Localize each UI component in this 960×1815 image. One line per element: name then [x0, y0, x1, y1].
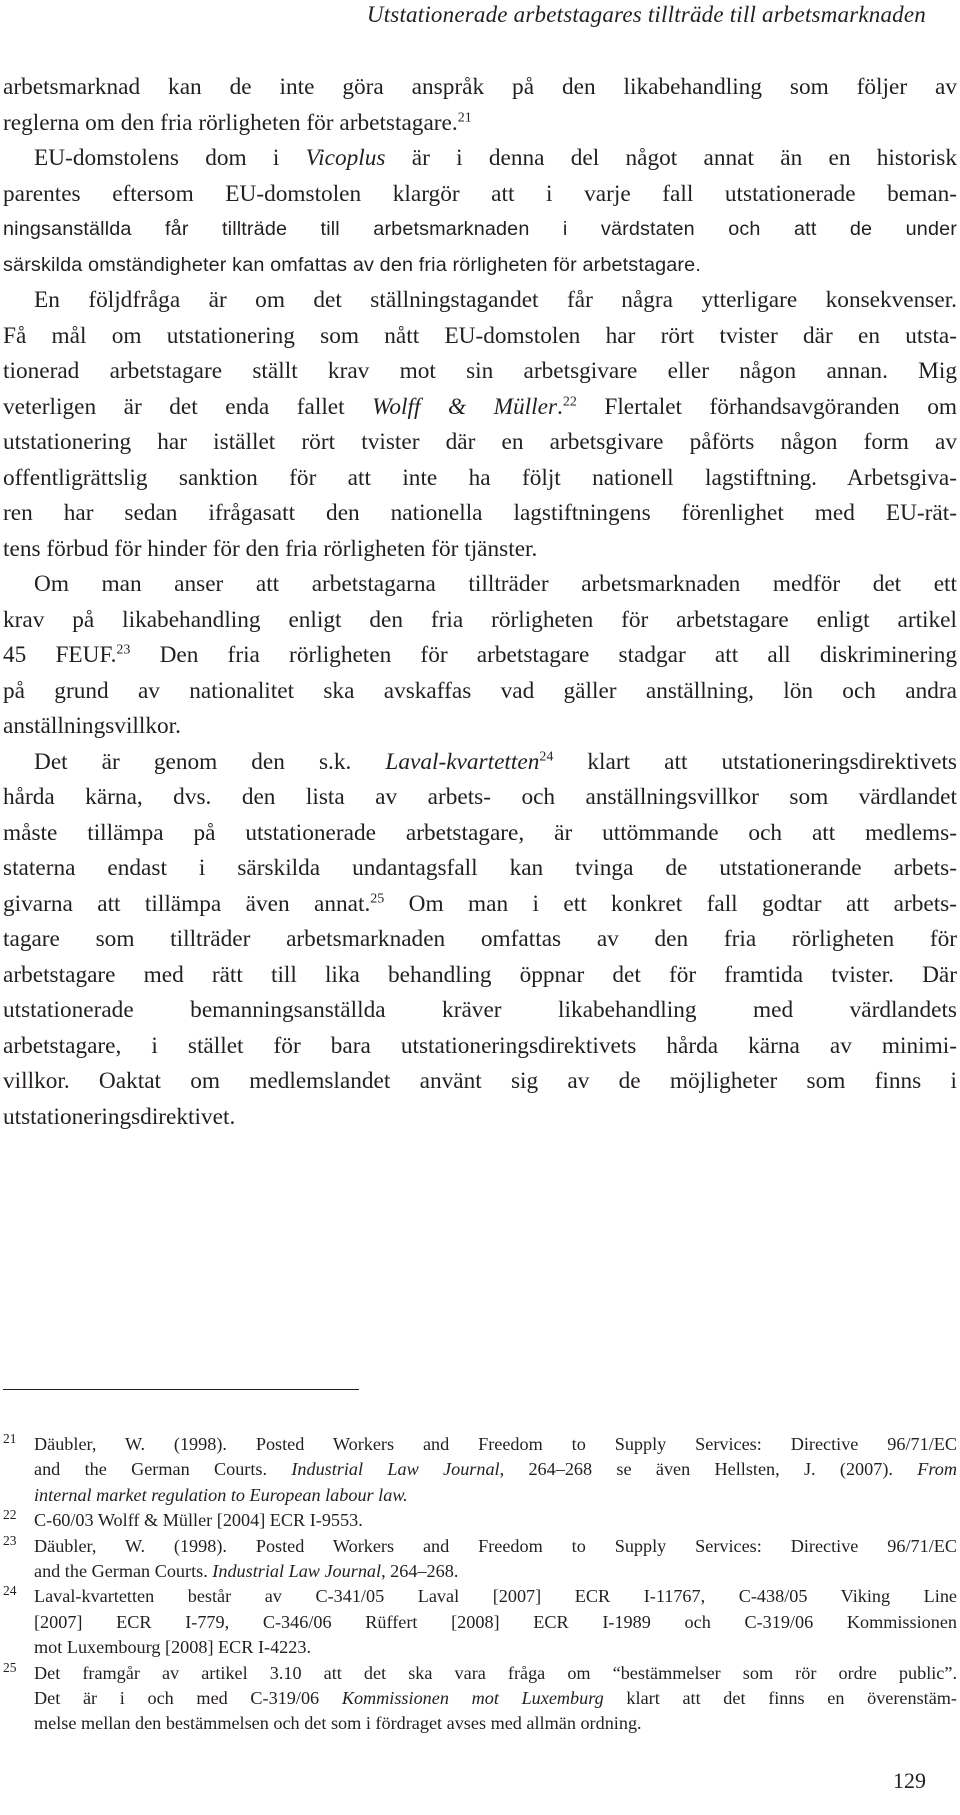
text-run: måste tillämpa på utstationerade arbetstagare, är uttömmande och att medlems- [3, 819, 957, 846]
text-run: är i denna del något annat än en historisk [385, 145, 958, 171]
text-run: arbetstagare, i stället för bara utstationeringsdirektivets hårda kärna av minimi- [3, 1032, 957, 1059]
body-line [0, 319, 960, 355]
italic-text: Industrial Law Journal [212, 1561, 382, 1582]
body-line [0, 532, 960, 568]
text-run: Däubler, W. (1998). Posted Workers and Freedom to Supply Services: Directive 96/71/EC [34, 1434, 957, 1454]
body-line [0, 106, 960, 142]
body-line [0, 638, 960, 674]
text-run: offentligrättslig sanktion för att inte ha följt nationell lagstiftning. Arbetsgiva- [3, 464, 957, 491]
text-run: [2007] ECR I-779, C-346/06 Rüffert [2008] ECR I-1989 och C-319/06 Kommissionen [34, 1611, 957, 1632]
body-line [0, 745, 960, 781]
text-run: anställningsvillkor. [3, 713, 181, 739]
body-line [0, 461, 960, 497]
body-line [0, 958, 960, 994]
body-text [0, 70, 960, 1135]
text-run: En följdfråga är om det ställningstagandet får några ytterligare konsekvenser. [34, 287, 957, 313]
text-run: hårda kärna, dvs. den lista av arbets- och anställningsvillkor som värdlandet [3, 784, 957, 810]
text-run: EU-domstolens dom i [34, 145, 306, 171]
italic-text: From [917, 1459, 957, 1480]
text-run: and the German Courts. [34, 1561, 213, 1582]
body-line [0, 922, 960, 958]
footnote [0, 1661, 960, 1737]
footnote-line [34, 1559, 957, 1584]
text-run: klart att det finns en överenstäm- [603, 1688, 957, 1709]
footnote [0, 1508, 960, 1533]
text-run: staterna endast i särskilda undantagsfall kan tvinga de utstationerande arbets- [3, 855, 957, 881]
text-run: utstationerade bemanningsanställda kräver likabehandling med värdlandets [3, 997, 957, 1023]
text-run: Laval-kvartetten består av C-341/05 Laval [2007] ECR I-11767, C-438/05 Viking Line [34, 1586, 957, 1607]
body-line [0, 177, 960, 213]
text-run: 45 FEUF. [3, 642, 117, 668]
text-run: Det är genom den s.k. [34, 748, 386, 775]
footnote-number: 23 [3, 1532, 17, 1548]
italic-text: Kommissionen mot Luxemburg [341, 1688, 604, 1709]
text-run: tens förbud för hinder för den fria rörligheten för tjänster. [3, 535, 538, 562]
footnote [0, 1584, 960, 1660]
text-run: , 264–268. [381, 1561, 459, 1582]
text-run: Om man anser att arbetstagarna tillträder arbetsmarknaden medför det ett [34, 571, 957, 597]
body-line [0, 674, 960, 710]
text-run: . [557, 393, 563, 420]
text-run: Däubler, W. (1998). Posted Workers and Freedom to Supply Services: Directive 96/71/EC [34, 1535, 957, 1556]
body-line [0, 887, 960, 923]
text-run: mot Luxembourg [2008] ECR I-4223. [34, 1637, 311, 1658]
text-run: tagare som tillträder arbetsmarknaden omfattas av den fria rörligheten för [3, 926, 957, 952]
italic-text: Wolff & Müller [372, 393, 558, 420]
italic-text: Vicoplus [305, 145, 386, 171]
text-run: arbetstagare med rätt till lika behandling öppnar det för framtida tvister. Där [3, 961, 957, 988]
italic-text: Industrial Law Journal [291, 1459, 500, 1480]
body-line [0, 816, 960, 852]
footnote-number: 25 [3, 1659, 17, 1675]
footnote-number: 22 [3, 1507, 17, 1523]
body-line [0, 851, 960, 887]
text-run: utstationeringsdirektivet. [3, 1103, 236, 1130]
text-run: särskilda omständigheter kan omfattas av den fria rörligheten för arbetstagare. [3, 253, 701, 276]
text-run: reglerna om den fria rörligheten för arbetstagare. [3, 109, 458, 136]
footnote-divider [3, 1389, 359, 1390]
footnote-reference: 25 [370, 891, 385, 907]
text-run: Den fria rörligheten för arbetstagare stadgar att all diskriminering [130, 642, 957, 668]
text-run: Flertalet förhandsavgöranden om [576, 393, 957, 420]
body-line [0, 1100, 960, 1136]
footnote [0, 1534, 960, 1585]
text-run: veterligen är det enda fallet [3, 393, 373, 420]
footnote-number: 21 [3, 1431, 17, 1446]
text-run: Det är i och med C-319/06 [34, 1688, 342, 1709]
text-run: melse mellan den bestämmelsen och det som i fördraget avses med allmän ordning. [34, 1713, 642, 1734]
footnote-line [34, 1534, 957, 1559]
body-line [0, 567, 960, 603]
body-line [0, 248, 960, 284]
body-line [0, 1029, 960, 1065]
body-line [0, 354, 960, 390]
text-run: utstationering har istället rört tvister där en arbetsgivare påförts någon form av [3, 429, 957, 455]
text-run: and the German Courts. [34, 1459, 292, 1480]
text-run: villkor. Oaktat om medlemslandet använt sig av de möjligheter som finns i [3, 1068, 957, 1094]
body-line [0, 141, 960, 177]
body-line [0, 70, 960, 106]
text-run: krav på likabehandling enligt den fria rörligheten för arbetstagare enligt artikel [3, 606, 957, 633]
body-line [0, 1064, 960, 1100]
page-number: 129 [893, 1768, 926, 1793]
footnote-reference: 22 [562, 394, 577, 410]
text-run: tionerad arbetstagare ställt krav mot sin arbetsgivare eller någon annan. Mig [3, 358, 957, 384]
body-line [0, 425, 960, 461]
body-line [0, 283, 960, 319]
footnote-line [34, 1457, 957, 1482]
footnote-reference: 21 [457, 110, 472, 126]
footnote-line [34, 1508, 957, 1533]
footnote-line [34, 1483, 957, 1508]
text-run: , 264–268 se även Hellsten, J. (2007). [499, 1459, 918, 1480]
text-run: på grund av nationalitet ska avskaffas vad gäller anställning, lön och andra [3, 677, 957, 704]
footnotes [0, 1432, 960, 1737]
footnote-reference: 23 [116, 642, 131, 658]
footnote-reference: 24 [539, 749, 554, 765]
text-run: Om man i ett konkret fall godtar att arbets- [384, 890, 957, 917]
text-run: ningsanställda får tillträde till arbetsmarknaden i värdstaten och att de under [3, 218, 957, 240]
italic-text: internal market regulation to European labour law. [34, 1484, 408, 1505]
running-header: Utstationerade arbetstagares tillträde till arbetsmarknaden [366, 2, 926, 27]
italic-text: Laval-kvartetten [385, 748, 540, 775]
footnote-line [34, 1711, 957, 1736]
footnote-line [34, 1610, 957, 1635]
text-run: givarna att tillämpa även annat. [3, 890, 371, 917]
footnote-line [34, 1686, 957, 1711]
body-line [0, 709, 960, 745]
footnote [0, 1432, 960, 1508]
body-line [0, 780, 960, 816]
text-run: parentes eftersom EU-domstolen klargör att i varje fall utstationerade beman- [3, 180, 957, 207]
footnote-line [34, 1432, 957, 1457]
text-run: klart att utstationeringsdirektivets [553, 748, 958, 775]
text-run: Få mål om utstationering som nått EU-domstolen har rört tvister där en utsta- [3, 322, 957, 349]
text-run: arbetsmarknad kan de inte göra anspråk på den likabehandling som följer av [3, 74, 957, 100]
footnote-line [34, 1635, 957, 1660]
body-line [0, 496, 960, 532]
body-line [0, 993, 960, 1029]
footnote-line [34, 1661, 957, 1686]
body-line [0, 603, 960, 639]
text-run: Det framgår av artikel 3.10 att det ska vara fråga om “bestämmelser som rör ordre public”. [34, 1662, 957, 1683]
body-line [0, 390, 960, 426]
footnote-line [34, 1584, 957, 1609]
footnote-number: 24 [3, 1583, 17, 1599]
text-run: C-60/03 Wolff & Müller [2004] ECR I-9553. [34, 1510, 363, 1531]
text-run: ren har sedan ifrågasatt den nationella lagstiftningens förenlighet med EU-rät- [3, 500, 957, 526]
body-line [0, 212, 960, 248]
